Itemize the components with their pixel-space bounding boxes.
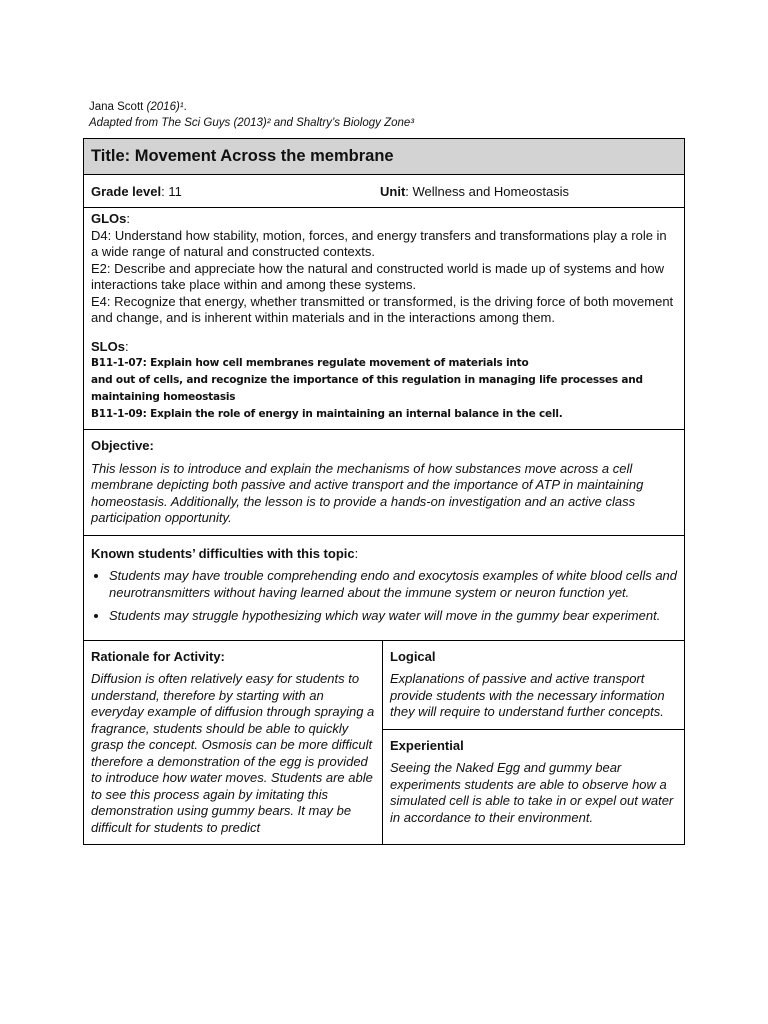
slos-heading: SLOs: [91,338,129,354]
author-end: . [183,101,187,113]
slo-line: and out of cells, and recognize the importance of this regulation in managing life processes and [91,374,643,386]
experiential-text: Seeing the Naked Egg and gummy bear experiments students are able to observe how a simulated cell is able to take in or expel out water in accordance to their environment. [390,760,674,825]
logical-heading: Logical [390,648,436,664]
rationale-types [383,641,684,845]
unit-label: Unit [380,184,406,199]
grade-level [91,184,182,199]
objective-text: This lesson is to introduce and explain the mechanisms of how substances move across a cell membrane depicting both passive and active transport and the importance of ATP in maintaining homeostasis. Additionally, the lesson is to provide a hands-on investigation and an active class participation opportunity. [91,460,644,525]
grade-value: : 11 [161,184,182,199]
difficulties-row [84,536,684,641]
list-item: • Students may struggle hypothesizing which way water will move in the gummy bear experiment. [109,608,677,625]
unit-value: : Wellness and Homeostasis [405,184,570,199]
difficulties-list [91,568,677,625]
slo-line: maintaining homeostasis [91,391,236,403]
objective-row [84,430,684,536]
author-line [89,99,414,115]
logical-cell [383,641,684,729]
unit [380,184,569,199]
experiential-cell [383,729,684,835]
adapted-line: Adapted from The Sci Guys (2013)² and Shaltry’s Biology Zone³ [89,117,415,129]
rationale-heading: Rationale for Activity: [91,648,225,664]
rationale-text: Diffusion is often relatively easy for students to understand, therefore by starting with an everyday example of diffusion through spraying a fragrance, students should be able to quickly grasp the concept. Osmosis can be more difficult therefore a demonstration of the egg is provided to introduce how water moves. Students are able to see this process again by imitating this demonstration using gummy bears. It may be difficult for students to predict [91,671,375,835]
slo-line: B11-1-09: Explain the role of energy in maintaining an internal balance in the cell. [91,408,563,420]
glo-item: E2: Describe and appreciate how the natural and constructed world is made up of systems and how interactions take place within and among these systems. [91,260,665,292]
rationale-cell [84,641,383,845]
glos-heading: GLOs: [91,211,131,226]
glo-item: E4: Recognize that energy, whether transmitted or transformed, is the driving force of both movement and change, and is inherent within materials and in the interactions among them. [91,293,674,325]
document-header [89,99,414,131]
glo-item: D4: Understand how stability, motion, forces, and energy transfers and transformations play a role in a wide range of natural and constructed contexts. [91,227,667,259]
author-year: (2016)¹ [146,101,184,113]
rationale-row [84,641,684,845]
slo-line: B11-1-07: Explain how cell membranes regulate movement of materials into [91,357,529,369]
logical-text: Explanations of passive and active transport provide students with the necessary information they will require to understand further concepts. [390,671,665,719]
difficulties-heading: Known students’ difficulties with this topic: [91,545,359,561]
lesson-table [83,138,685,845]
grade-unit-row [84,175,684,208]
outcomes-row [84,208,684,430]
author-name: Jana Scott [89,101,144,113]
list-item: • Students may have trouble comprehending endo and exocytosis examples of white blood cells and neurotransmitters without having learned about the immune system or neuron function yet. [109,568,677,601]
lesson-title: Title: Movement Across the membrane [91,147,394,165]
title-row [84,139,684,175]
objective-heading: Objective: [91,438,154,453]
grade-label: Grade level [91,184,162,199]
experiential-heading: Experiential [390,737,464,753]
